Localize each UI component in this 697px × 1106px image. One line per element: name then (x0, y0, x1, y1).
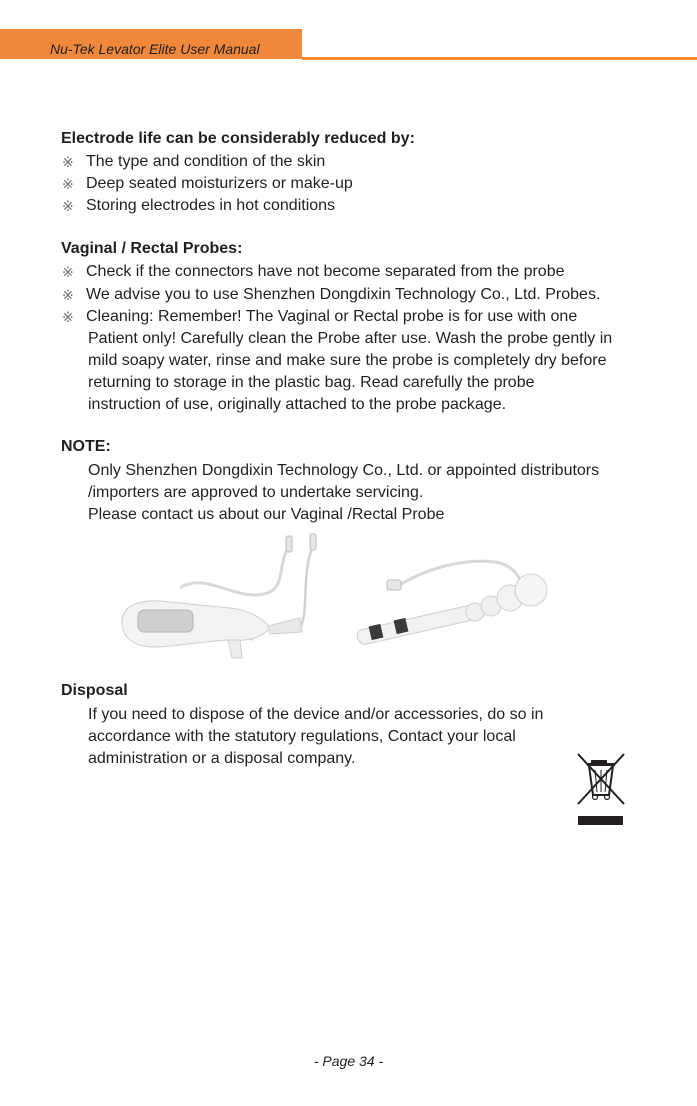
bullet-icon: ※ (62, 154, 74, 170)
list-item: Deep seated moisturizers or make-up (86, 175, 353, 192)
manual-title: Nu-Tek Levator Elite User Manual (50, 41, 260, 57)
disposal-heading: Disposal (61, 682, 128, 699)
weee-bin-icon (574, 750, 629, 828)
bullet-icon: ※ (62, 198, 74, 214)
list-item: Storing electrodes in hot conditions (86, 197, 336, 214)
electrode-heading: Electrode life can be considerably reduced by: (61, 130, 415, 147)
bullet-icon: ※ (62, 287, 74, 303)
bullet-icon: ※ (62, 264, 74, 280)
list-item: The type and condition of the skin (86, 153, 326, 170)
paragraph-line: Please contact us about our Vaginal /Rectal Probe (88, 506, 445, 523)
note-heading: NOTE: (61, 438, 111, 455)
header-rule (302, 57, 697, 60)
paragraph-line: administration or a disposal company. (88, 750, 356, 767)
paragraph-line: Only Shenzhen Dongdixin Technology Co., Ltd. or appointed distributors (88, 462, 600, 479)
page-number: - Page 34 - (313, 1053, 384, 1069)
bullet-icon: ※ (62, 176, 74, 192)
vaginal-probe-image (110, 530, 330, 660)
probes-heading: Vaginal / Rectal Probes: (61, 240, 243, 257)
list-item: Check if the connectors have not become separated from the probe (86, 263, 565, 280)
paragraph-line: returning to storage in the plastic bag. Read carefully the probe (88, 374, 535, 391)
paragraph-line: Patient only! Carefully clean the Probe after use. Wash the probe gently in (88, 330, 613, 347)
paragraph-line: accordance with the statutory regulations, Contact your local (88, 728, 516, 745)
paragraph-line: instruction of use, originally attached to the probe package. (88, 396, 507, 413)
paragraph-line: /importers are approved to undertake servicing. (88, 484, 424, 501)
paragraph-line: If you need to dispose of the device and/or accessories, do so in (88, 706, 544, 723)
bullet-icon: ※ (62, 309, 74, 325)
paragraph-line: mild soapy water, rinse and make sure the probe is completely dry before (88, 352, 607, 369)
list-item: Cleaning: Remember! The Vaginal or Rectal probe is for use with one (86, 308, 578, 325)
list-item: We advise you to use Shenzhen Dongdixin Technology Co., Ltd. Probes. (86, 286, 601, 303)
rectal-probe-image (355, 548, 555, 658)
